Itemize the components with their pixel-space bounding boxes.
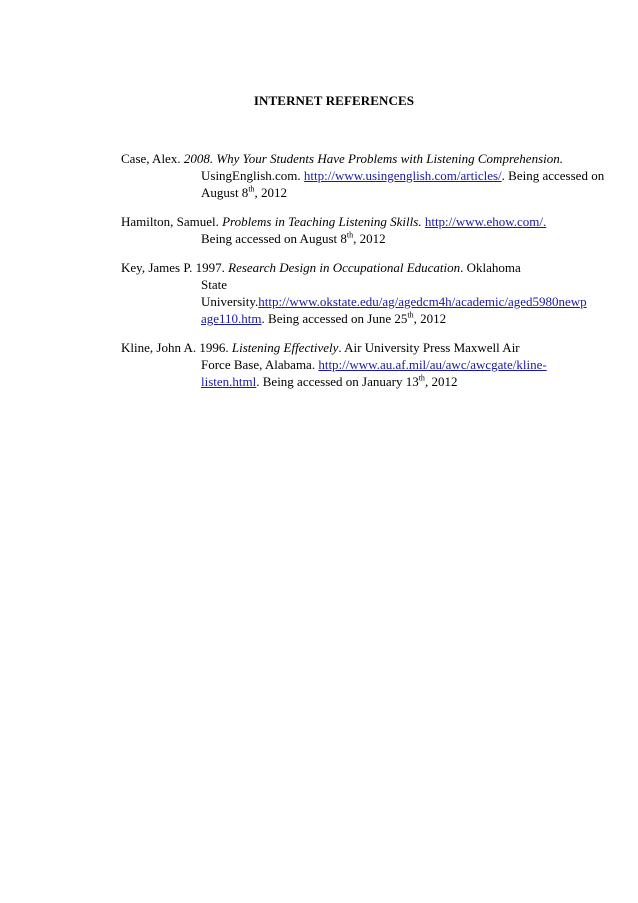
reference-publisher: . Air University Press Maxwell Air [338,340,520,355]
reference-title: Why Your Students Have Problems with Listening Comprehension. [216,151,563,166]
reference-access-year: , 2012 [424,374,458,389]
reference-entry [121,150,605,201]
reference-author: Case, Alex. [121,151,184,166]
reference-title: Problems in Teaching Listening Skills. [222,214,422,229]
reference-line [161,184,566,201]
reference-link[interactable]: listen.html [201,374,257,389]
reference-link[interactable]: http://www.usingenglish.com/articles/ [303,168,502,183]
reference-link[interactable]: http://www.okstate.edu/ag/agedcm4h/academic/aged5980newp [258,294,587,309]
reference-publisher: University. [201,294,259,309]
reference-line [121,339,566,356]
reference-line [121,259,566,276]
reference-title: Research Design in Occupational Education [228,260,461,275]
reference-publisher: State [201,277,227,292]
reference-line [161,276,566,293]
ordinal-suffix: th [407,310,414,320]
reference-line [161,293,587,310]
reference-author: Key, James P. 1997. [121,260,229,275]
ordinal-suffix: th [346,230,354,240]
reference-entry [121,259,587,327]
reference-access-text: . Being accessed on [501,168,605,183]
reference-link[interactable]: http://www.au.af.mil/au/awc/awcgate/kline- [318,357,547,372]
reference-line [121,150,566,167]
ordinal-suffix: th [418,373,425,383]
reference-link[interactable]: http://www.ehow.com/. [424,214,547,229]
reference-access-year: , 2012 [413,311,447,326]
reference-access-year: , 2012 [254,185,288,200]
reference-access-year: , 2012 [353,231,386,246]
reference-access-date: August 8 [201,185,249,200]
reference-entry [121,339,566,390]
page-title: INTERNET REFERENCES [253,93,415,108]
reference-line [161,230,566,247]
reference-title: Listening Effectively [231,340,339,355]
reference-line [121,213,566,230]
reference-access-date: . Being accessed on January 13 [256,374,419,389]
reference-publisher: . Oklahoma [460,260,521,275]
reference-publisher: UsingEnglish.com. [201,168,304,183]
reference-entry [121,213,566,247]
reference-link[interactable]: age110.htm [201,311,262,326]
reference-access-date: . Being accessed on June 25 [261,311,408,326]
ordinal-suffix: th [248,184,255,194]
reference-line [161,167,605,184]
reference-access-date: Being accessed on August 8 [201,231,347,246]
reference-line [161,373,566,390]
reference-author: Kline, John A. 1996. [121,340,232,355]
reference-line [161,310,566,327]
reference-year: 2008. [183,151,217,166]
reference-author: Hamilton, Samuel. [121,214,223,229]
reference-publisher: Force Base, Alabama. [201,357,319,372]
reference-line [161,356,566,373]
reference-list [121,150,605,402]
